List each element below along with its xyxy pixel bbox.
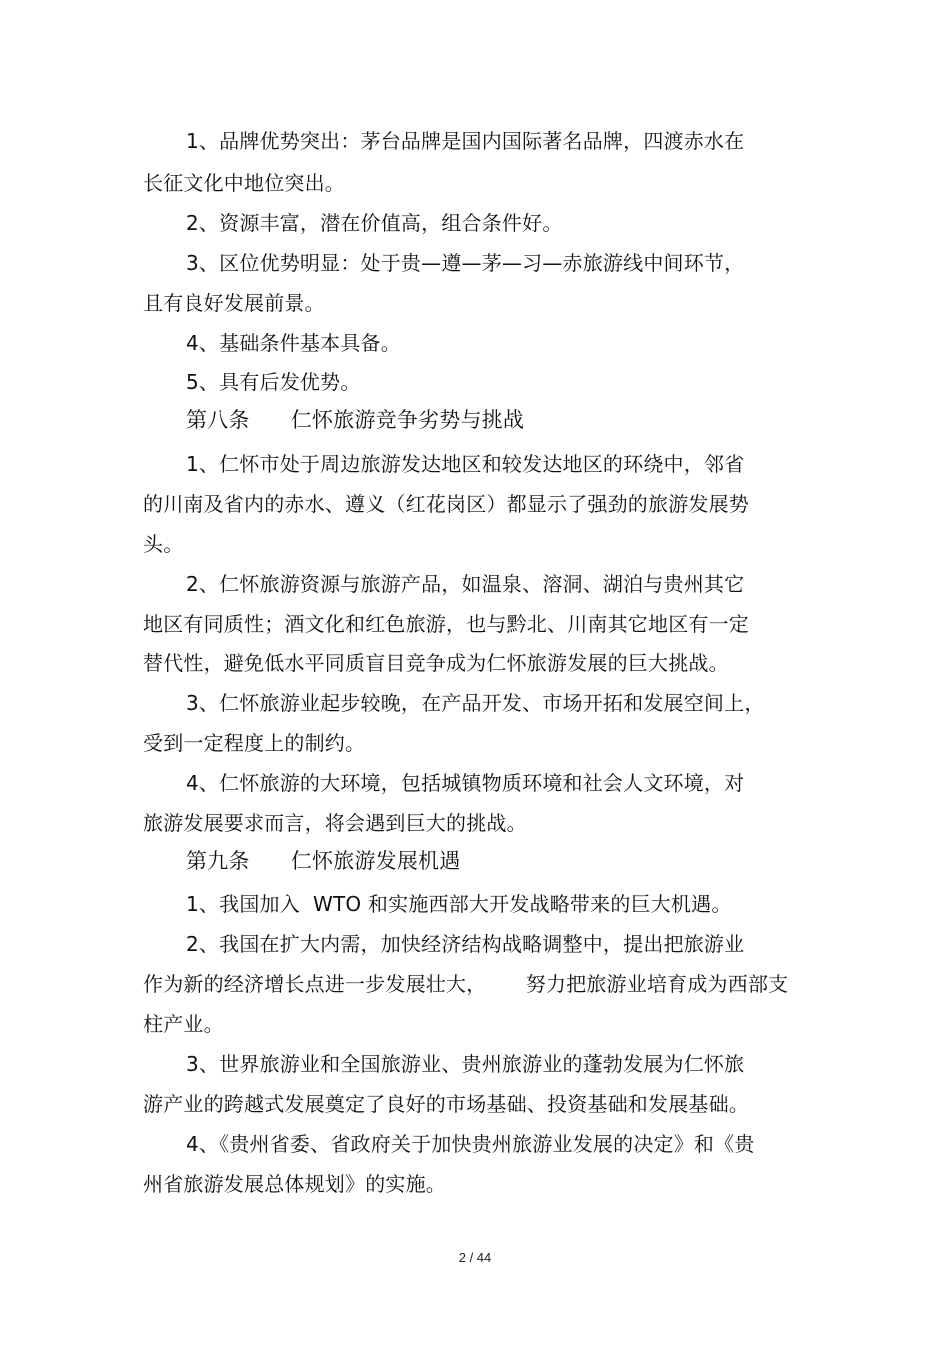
page-number: 2 / 44 — [458, 1250, 492, 1265]
body-text-line: 1、我国加入 WTO 和实施西部大开发战略带来的巨大机遇。 — [186, 892, 732, 916]
body-text-line: 作为新的经济增长点进一步发展壮大， 努力把旅游业培育成为西部支 — [143, 972, 789, 996]
body-text-line: 地区有同质性；酒文化和红色旅游，也与黔北、川南其它地区有一定 — [143, 612, 749, 636]
body-text-line: 3、仁怀旅游业起步较晚，在产品开发、市场开拓和发展空间上， — [186, 691, 765, 715]
body-text-line: 1、品牌优势突出：茅台品牌是国内国际著名品牌，四渡赤水在 — [186, 129, 745, 153]
body-text-line: 旅游发展要求而言，将会遇到巨大的挑战。 — [143, 811, 527, 835]
section-heading: 第八条 仁怀旅游竞争劣势与挑战 — [186, 408, 525, 432]
body-text-line: 3、区位优势明显：处于贵—遵—茅—习—赤旅游线中间环节， — [186, 251, 745, 275]
body-text-line: 2、资源丰富，潜在价值高，组合条件好。 — [186, 211, 563, 235]
body-text-line: 且有良好发展前景。 — [143, 291, 325, 315]
body-text-line: 长征文化中地位突出。 — [143, 171, 345, 195]
body-text-line: 游产业的跨越式发展奠定了良好的市场基础、投资基础和发展基础。 — [143, 1092, 749, 1116]
body-text-line: 4、《贵州省委、省政府关于加快贵州旅游业发展的决定》和《贵 — [186, 1132, 755, 1156]
body-text-line: 4、仁怀旅游的大环境，包括城镇物质环境和社会人文环境，对 — [186, 771, 745, 795]
body-text-line: 2、仁怀旅游资源与旅游产品，如温泉、溶洞、湖泊与贵州其它 — [186, 572, 745, 596]
section-heading: 第九条 仁怀旅游发展机遇 — [186, 849, 461, 873]
body-text-line: 头。 — [143, 532, 184, 556]
body-text-line: 州省旅游发展总体规划》的实施。 — [143, 1172, 446, 1196]
body-text-line: 5、具有后发优势。 — [186, 370, 361, 394]
body-text-line: 3、世界旅游业和全国旅游业、贵州旅游业的蓬勃发展为仁怀旅 — [186, 1052, 745, 1076]
body-text-line: 柱产业。 — [143, 1012, 224, 1036]
body-text-line: 1、仁怀市处于周边旅游发达地区和较发达地区的环绕中，邻省 — [186, 452, 745, 476]
body-text-line: 2、我国在扩大内需，加快经济结构战略调整中，提出把旅游业 — [186, 932, 745, 956]
body-text-line: 受到一定程度上的制约。 — [143, 731, 366, 755]
body-text-line: 4、基础条件基本具备。 — [186, 331, 401, 355]
body-text-line: 的川南及省内的赤水、遵义（红花岗区）都显示了强劲的旅游发展势 — [143, 492, 749, 516]
body-text-line: 替代性，避免低水平同质盲目竞争成为仁怀旅游发展的巨大挑战。 — [143, 651, 729, 675]
